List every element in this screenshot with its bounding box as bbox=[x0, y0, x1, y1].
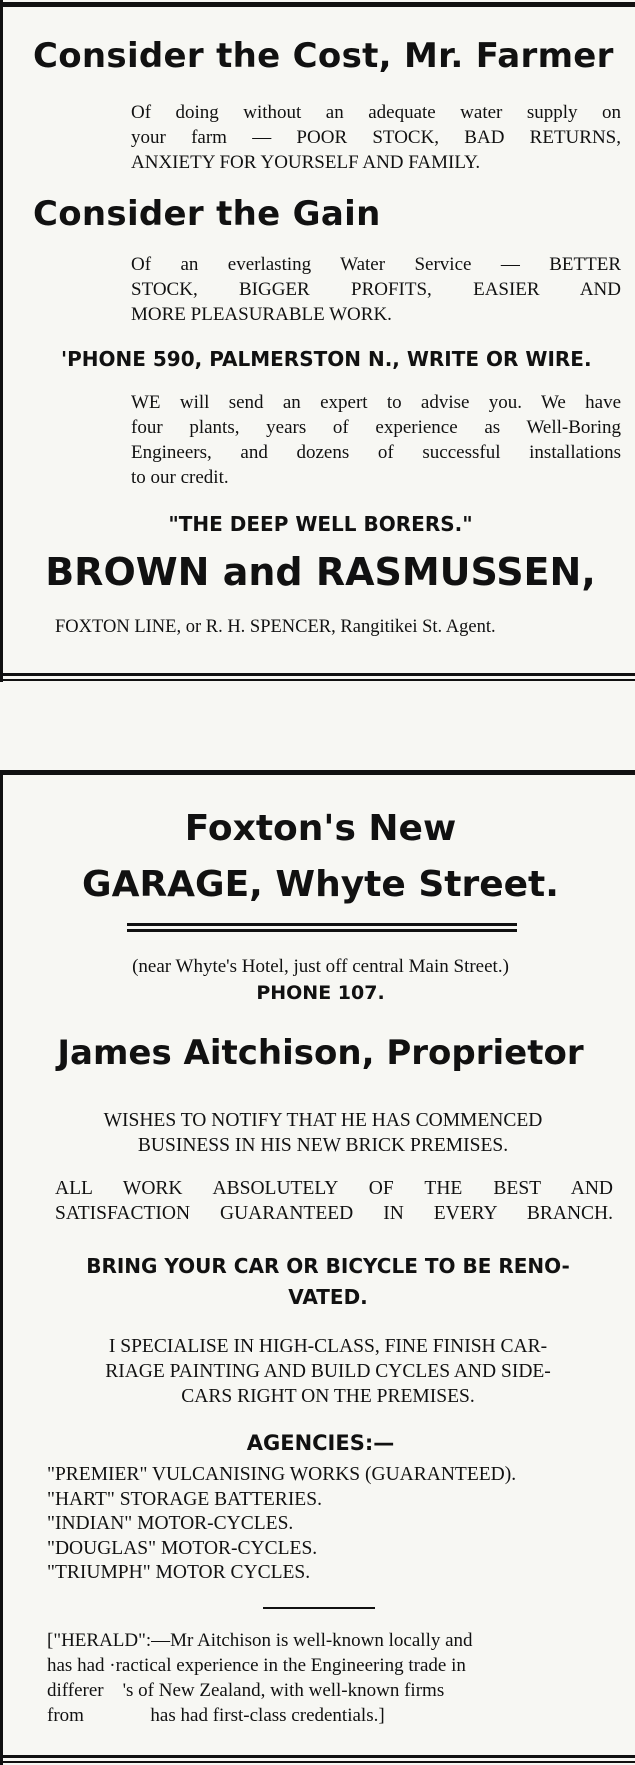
agency-item: "INDIAN" MOTOR-CYCLES. bbox=[47, 1513, 294, 1534]
garage-title-line1: Foxton's New bbox=[184, 808, 457, 849]
location-note: (near Whyte's Hotel, just off central Main Street.) bbox=[132, 956, 509, 977]
agencies-heading: AGENCIES:— bbox=[246, 1431, 395, 1455]
top-rule bbox=[3, 770, 635, 775]
herald-line: has had ·ractical experience in the Engineering trade in bbox=[47, 1655, 466, 1676]
garage-advertisement bbox=[0, 770, 635, 1765]
cost-line: ANXIETY FOR YOURSELF AND FAMILY. bbox=[131, 152, 481, 173]
specialise-line: I SPECIALISE IN HIGH-CLASS, FINE FINISH CAR- bbox=[108, 1336, 548, 1357]
cost-line: your farm — POOR STOCK, BAD RETURNS, bbox=[131, 127, 621, 148]
expert-line: to our credit. bbox=[131, 467, 229, 488]
section-divider bbox=[263, 1607, 375, 1609]
agency-item: "TRIUMPH" MOTOR CYCLES. bbox=[47, 1562, 311, 1583]
agency-item: "HART" STORAGE BATTERIES. bbox=[47, 1488, 322, 1510]
gain-line: Of an everlasting Water Service — BETTER bbox=[131, 254, 621, 275]
agencies-list bbox=[47, 1463, 635, 1586]
bring-line: BRING YOUR CAR OR BICYCLE TO BE RENO- bbox=[86, 1254, 570, 1278]
bottom-rule-thin bbox=[3, 1761, 635, 1763]
expert-line: four plants, years of experience as Well-Boring bbox=[131, 417, 621, 438]
agency-item: "PREMIER" VULCANISING WORKS (GUARANTEED). bbox=[47, 1464, 517, 1485]
herald-paragraph bbox=[47, 1628, 603, 1728]
specialise-line: CARS RIGHT ON THE PREMISES. bbox=[181, 1386, 475, 1407]
agent-footer: FOXTON LINE, or R. H. SPENCER, Rangitikei St. Agent. bbox=[55, 617, 496, 637]
work-line: SATISFACTION GUARANTEED IN EVERY BRANCH. bbox=[55, 1203, 613, 1224]
expert-line: WE will send an expert to advise you. We have bbox=[131, 392, 621, 413]
gain-paragraph bbox=[131, 252, 621, 327]
specialise-line: RIAGE PAINTING AND BUILD CYCLES AND SIDE- bbox=[105, 1361, 551, 1382]
gain-line: STOCK, BIGGER PROFITS, EASIER AND bbox=[131, 279, 621, 300]
proprietor-name: James Aitchison, Proprietor bbox=[57, 1033, 584, 1073]
expert-line: Engineers, and dozens of successful installations bbox=[131, 442, 621, 463]
herald-line: from has had first-class credentials.] bbox=[47, 1705, 385, 1726]
agency-item: "DOUGLAS" MOTOR-CYCLES. bbox=[47, 1537, 318, 1559]
notify-line: WISHES TO NOTIFY THAT HE HAS COMMENCED bbox=[103, 1110, 543, 1131]
heading-gain: Consider the Gain bbox=[33, 194, 381, 234]
herald-line: differer 's of New Zealand, with well-known firms bbox=[47, 1680, 445, 1701]
title-double-rule-bottom bbox=[127, 929, 517, 932]
company-name: BROWN and RASMUSSEN, bbox=[45, 550, 596, 594]
top-rule bbox=[3, 2, 635, 7]
work-line: ALL WORK ABSOLUTELY OF THE BEST AND bbox=[55, 1178, 613, 1199]
bring-line: VATED. bbox=[288, 1285, 368, 1309]
gain-line: MORE PLEASURABLE WORK. bbox=[131, 304, 392, 325]
notify-paragraph bbox=[43, 1108, 603, 1158]
bottom-rule bbox=[3, 673, 635, 676]
heading-cost: Consider the Cost, Mr. Farmer bbox=[33, 36, 614, 76]
bring-paragraph bbox=[43, 1251, 613, 1313]
phone-line: 'PHONE 590, PALMERSTON N., WRITE OR WIRE. bbox=[61, 347, 592, 371]
bottom-rule-thin bbox=[3, 679, 635, 681]
notify-line: BUSINESS IN HIS NEW BRICK PREMISES. bbox=[137, 1135, 509, 1156]
well-borers-advertisement bbox=[0, 0, 635, 682]
slogan: "THE DEEP WELL BORERS." bbox=[168, 512, 473, 536]
garage-title-line2: GARAGE, Whyte Street. bbox=[82, 864, 559, 905]
specialise-paragraph bbox=[43, 1334, 613, 1409]
expert-paragraph bbox=[131, 390, 621, 490]
herald-line: ["HERALD":—Mr Aitchison is well-known locally and bbox=[47, 1630, 473, 1651]
work-paragraph bbox=[55, 1176, 613, 1226]
title-double-rule-top bbox=[127, 923, 517, 926]
cost-paragraph bbox=[131, 100, 621, 175]
cost-line: Of doing without an adequate water supply on bbox=[131, 102, 621, 123]
bottom-rule bbox=[3, 1755, 635, 1758]
garage-phone: PHONE 107. bbox=[256, 982, 385, 1004]
